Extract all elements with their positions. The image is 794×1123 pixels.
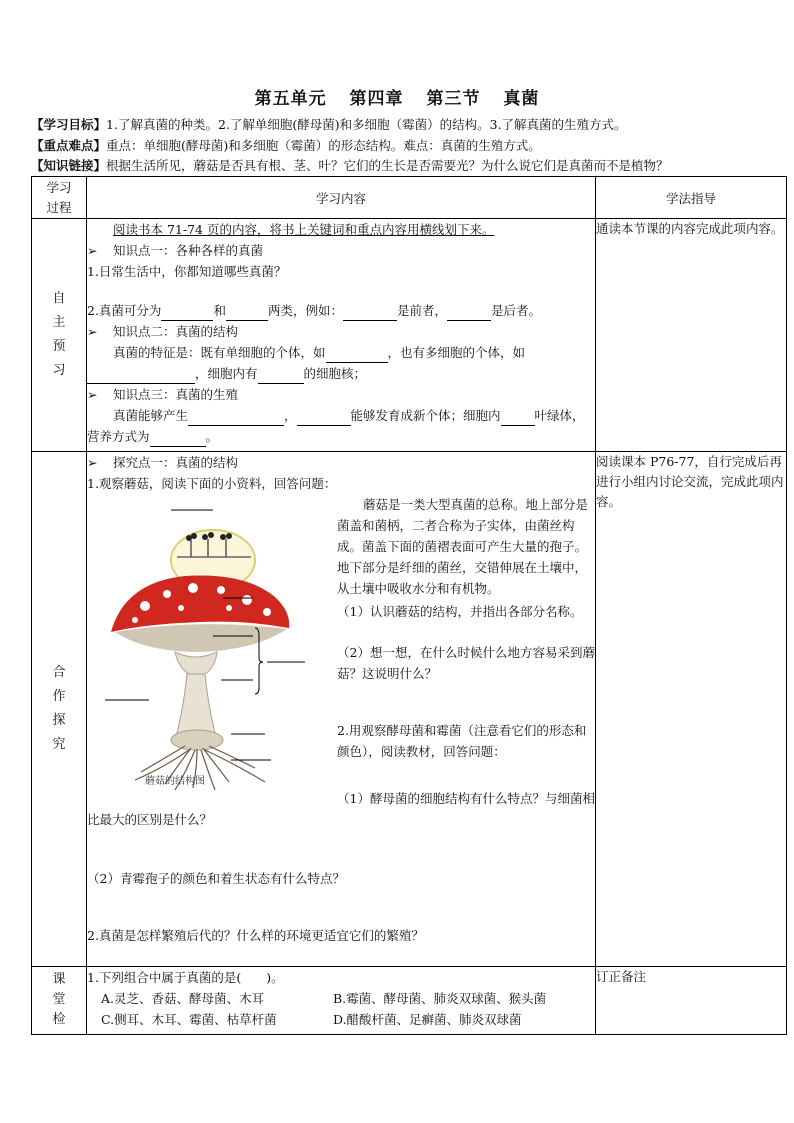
e1-sub-question-2: （2）想一想，在什么时候什么地方容易采到蘑菇？这说明什么？ [337, 645, 595, 681]
links-text: 根据生活所见，蘑菇是否具有根、茎、叶？它们的生长是否需要光？为什么说它们是真菌而不是植物？ [106, 158, 669, 173]
mushroom-description: 蘑菇是一类大型真菌的总称。地上部分是菌盖和菌柄，二者合称为子实体，由菌丝构成。菌盖下面的菌褶表面可产生大量的孢子。地下部分是纤细的菌丝，交错伸展在土壤中，从土壤中吸收水分和有机物。 [337, 497, 589, 596]
k2-text-2: ，细胞内有 的细胞核； [87, 363, 595, 384]
links-label: 【知识链接】 [31, 158, 107, 173]
e1-question: 1.观察蘑菇，阅读下面的小资料，回答问题： [87, 476, 337, 491]
e2-sub-question-1: （1）酵母菌的细胞结构有什么特点？与细菌相比最大的区别是什么？ [87, 791, 595, 827]
learning-goals [31, 116, 781, 134]
keypoints-label: 【重点难点】 [31, 138, 107, 153]
check-options [87, 988, 595, 1030]
k3-text-2: 营养方式为 。 [87, 426, 595, 447]
class-check-content [87, 967, 596, 1035]
title-section: 第三节 [426, 89, 481, 109]
option-a: A.灵芝、香菇、酵母菌、木耳 [101, 991, 265, 1006]
cooperate-content [87, 452, 596, 967]
mushroom-cap [111, 575, 289, 632]
header-guide: 学法指导 [596, 177, 787, 219]
reading-instruction: 阅读书本 71-74 页的内容，将书上关键词和重点内容用横线划下来。 [113, 222, 495, 237]
option-d: D.醋酸杆菌、足癣菌、肺炎双球菌 [333, 1012, 522, 1027]
cooperate-guide: 阅读课本 P76-77，自行完成后再进行小组内讨论交流，完成此项内容。 [596, 452, 787, 967]
class-check-label: 课堂检 [32, 967, 87, 1035]
knowledge-point-1: ➢ 知识点一：各种各样的真菌 [87, 243, 264, 258]
self-study-content [87, 219, 596, 452]
check-question-1: 1.下列组合中属于真菌的是( )。 [87, 970, 284, 985]
mushroom-figure [105, 502, 325, 792]
mushroom-volva [171, 730, 223, 750]
mushroom-reading [337, 494, 595, 762]
e2-sub-question-2: （2）青霉孢子的颜色和着生状态有什么特点？ [87, 871, 345, 886]
class-check-guide: 订正备注 [596, 967, 787, 1035]
study-table [31, 176, 787, 1035]
k3-text: 真菌能够产生 ， 能够发育成新个体；细胞内 叶绿体， [87, 405, 595, 426]
table-header-row [32, 177, 787, 219]
k2-text: 真菌的特征是：既有单细胞的个体，如 ，也有多细胞的个体，如 [87, 342, 595, 363]
k1-question-2: 2.真菌可分为 和 两类，例如： 是前者， 是后者。 [87, 300, 595, 321]
header-content: 学习内容 [87, 177, 596, 219]
title-topic: 真菌 [503, 89, 540, 109]
page-title [0, 84, 794, 109]
goals-text: 1.了解真菌的种类。2.了解单细胞(酵母菌)和多细胞（霉菌）的结构。3.了解真菌的生殖方式。 [106, 117, 627, 132]
self-study-guide: 通读本节课的内容完成此项内容。 [596, 219, 787, 452]
mushroom-gills [115, 624, 287, 652]
knowledge-links [31, 157, 781, 175]
goals-label: 【学习目标】 [31, 117, 107, 132]
header-process: 学习过程 [32, 177, 87, 219]
mushroom-diagram [105, 502, 325, 792]
e2-question: 2.用观察酵母菌和霉菌（注意看它们的形态和颜色），阅读教材，回答问题： [337, 723, 587, 759]
self-study-row [32, 219, 787, 452]
self-study-label: 自主预习 [32, 219, 87, 452]
e3-question: 2.真菌是怎样繁殖后代的？什么样的环境更适宜它们的繁殖？ [87, 928, 424, 943]
knowledge-point-2: ➢ 知识点二：真菌的结构 [87, 324, 239, 339]
title-unit: 第五单元 [254, 89, 327, 109]
explore-point-1: ➢ 探究点一：真菌的结构 [87, 455, 239, 470]
cooperate-label: 合作探究 [32, 452, 87, 967]
k1-question: 1.日常生活中，你都知道哪些真菌？ [87, 264, 287, 279]
title-chapter: 第四章 [349, 89, 404, 109]
keypoints-text: 重点：单细胞(酵母菌)和多细胞（霉菌）的形态结构。难点：真菌的生殖方式。 [106, 138, 541, 153]
cooperate-row [32, 452, 787, 967]
option-c: C.侧耳、木耳、霉菌、枯草杆菌 [101, 1012, 277, 1027]
option-b: B.霉菌、酵母菌、肺炎双球菌、猴头菌 [333, 991, 547, 1006]
key-points [31, 137, 781, 155]
e1-sub-question-1: （1）认识蘑菇的结构，并指出各部分名称。 [337, 604, 583, 619]
class-check-row [32, 967, 787, 1035]
figure-caption: 蘑菇的结构图 [145, 776, 205, 787]
knowledge-point-3: ➢ 知识点三：真菌的生殖 [87, 387, 239, 402]
